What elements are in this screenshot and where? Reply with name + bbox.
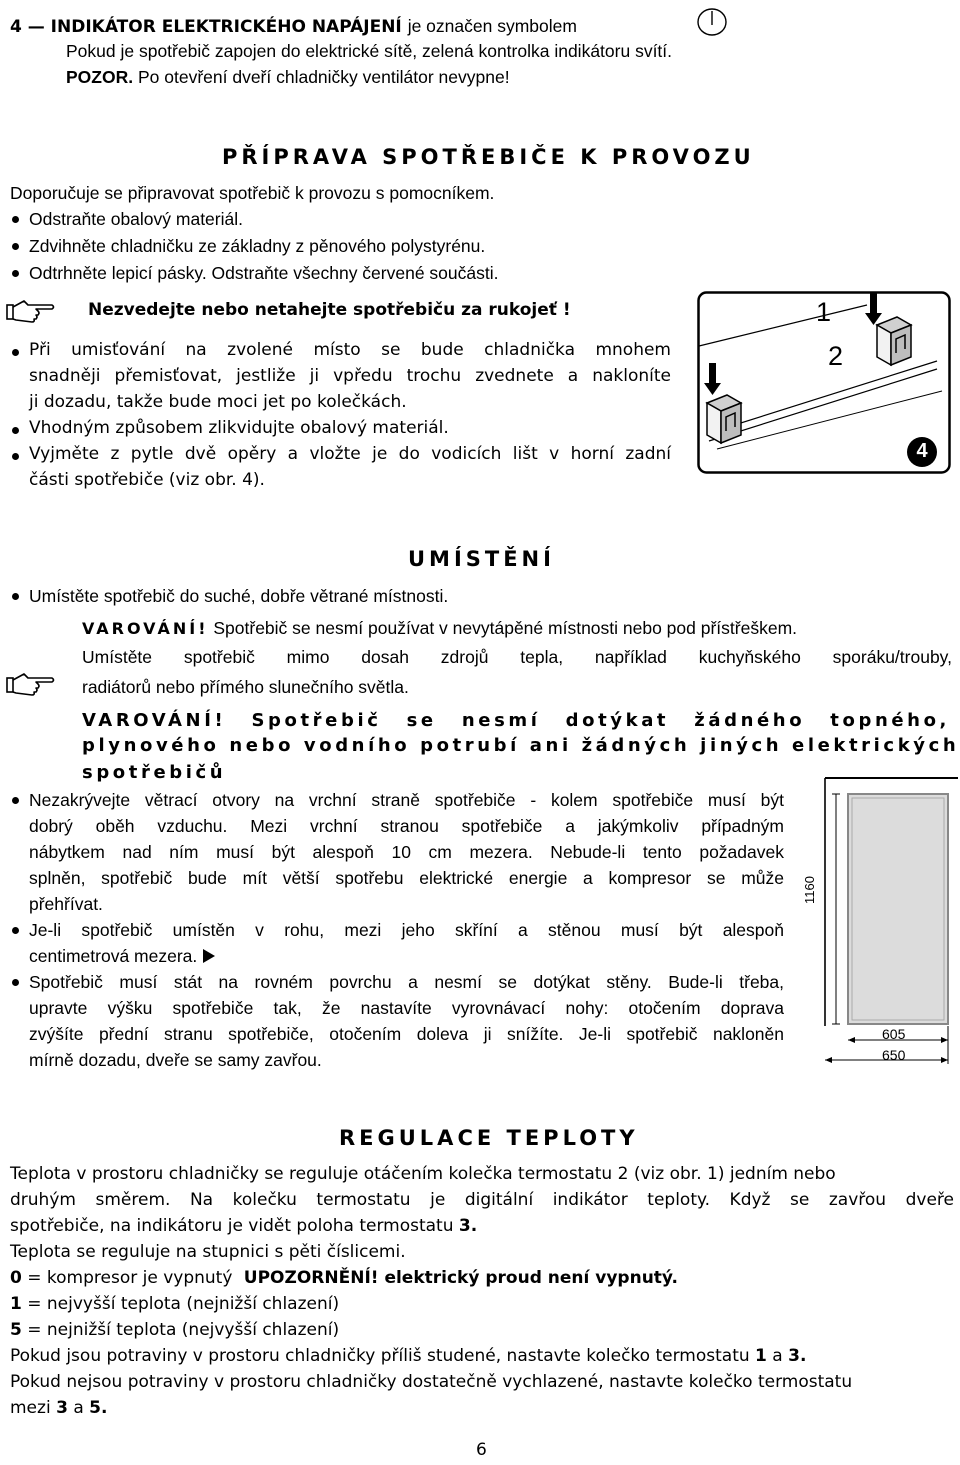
umisteni-bullet-3-line2: centimetrová mezera. [29,944,216,968]
priprava-intro: Doporučuje se připravovat spotřebič k provozu s pomocníkem. [10,183,495,203]
bullet-dot [12,797,19,804]
regulace-line9: Pokud nejsou potraviny v prostoru chladničky dostatečně vychlazené, nastavte kolečko termostatu [10,1372,853,1392]
dimension-figure [800,776,960,1066]
bullet-dot [12,243,19,250]
umisteni-warning-1: VAROVÁNÍ! Spotřebič se nesmí používat v nevytápěné místnosti nebo pod přístřeškem. [82,618,798,638]
regulace-line3: spotřebiče, na indikátoru je vidět poloha termostatu 3. [10,1216,478,1236]
bullet-dot [12,979,19,986]
umisteni-bullet-2-line3: nábytkem nad ním musí být alespoň 10 cm mezera. Nebude-li tento požadavek [29,842,784,862]
bullet-dot [12,270,19,277]
figure-label-1: 1 [816,297,832,327]
umisteni-bullet-2-line2: dobrý oběh vzduchu. Mezi vrchní stranou spotřebiče a jakýmkoliv případným [29,816,784,836]
priprava-bullet-1: Odstraňte obalový materiál. [29,209,243,229]
play-arrow-icon [202,949,216,963]
umisteni-warning-2-line2: plynového nebo vodního potrubí ani žádných jiných elektrických [82,735,960,756]
umisteni-bullet-4-line4: mírně dozadu, dveře se samy zavřou. [29,1050,322,1070]
umisteni-bullet-3-line1: Je-li spotřebič umístěn v rohu, mezi jeho skříní a stěnou musí být alespoň [29,920,784,940]
dimension-width-label-605: 605 [882,1026,906,1042]
indicator-line3: POZOR. Po otevření dveří chladničky ventilátor nevypne! [66,67,510,87]
pointing-hand-icon [6,297,56,325]
umisteni-bullet-2-line1: Nezakrývejte větrací otvory na vrchní straně spotřebiče - kolem spotřebiče musí být [29,790,784,810]
section-heading-regulace: REGULACE TEPLOTY [339,1126,639,1150]
priprava-bullet-5-line2: části spotřebiče (viz obr. 4). [29,470,265,490]
figure-label-2: 2 [828,341,844,371]
regulace-line4: Teplota se reguluje na stupnici s pěti číslicemi. [10,1242,406,1262]
indicator-line2: Pokud je spotřebič zapojen do elektrické sítě, zelená kontrolka indikátoru svítí. [66,41,673,61]
page-number: 6 [476,1440,487,1460]
bullet-dot [12,453,19,460]
figure-4 [697,291,951,474]
bullet-dot [12,216,19,223]
bullet-dot [12,427,19,434]
priprava-bullet-5-line1: Vyjměte z pytle dvě opěry a vložte je do vodicích lišt v horní zadní [29,444,671,464]
umisteni-warning-1-line3: radiátorů nebo přímého slunečního světla. [82,677,409,697]
priprava-bullet-4: Vhodným způsobem zlikvidujte obalový materiál. [29,418,449,438]
umisteni-bullet-4-line3: zvýšíte přední stranu spotřebiče, otočením doleva ji snížíte. Je-li spotřebič nakloněn [29,1024,784,1044]
regulace-row-0: 0 = kompresor je vypnutý UPOZORNĚNÍ! elektrický proud není vypnutý. [10,1268,678,1288]
power-symbol-icon [696,7,728,37]
indicator-title: 4 — INDIKÁTOR ELEKTRICKÉHO NAPÁJENÍ je označen symbolem [10,16,577,37]
regulace-line1: Teplota v prostoru chladničky se reguluje otáčením kolečka termostatu 2 (viz obr. 1) jedním nebo [10,1164,836,1184]
umisteni-bullet-4-line1: Spotřebič musí stát na rovném povrchu a nesmí se dotýkat stěny. Bude-li třeba, [29,972,784,992]
umisteni-warning-2-line3: spotřebičů [82,762,227,783]
section-heading-priprava: PŘÍPRAVA SPOTŘEBIČE K PROVOZU [222,145,755,169]
regulace-line8: Pokud jsou potraviny v prostoru chladničky příliš studené, nastavte kolečko termostatu 1 a 3. [10,1346,807,1366]
bullet-dot [12,349,19,356]
regulace-line10: mezi 3 a 5. [10,1398,108,1418]
priprava-para-line3: ji dozadu, takže bude moci jet po kolečkách. [29,392,407,412]
umisteni-warning-1-line2: Umístěte spotřebič mimo dosah zdrojů tepla, například kuchyňského sporáku/trouby, [82,647,952,667]
regulace-line2: druhým směrem. Na kolečku termostatu je digitální indikátor teploty. Když se zavřou dveře [10,1190,954,1210]
regulace-row-1: 1 = nejvyšší teplota (nejnižší chlazení) [10,1294,340,1314]
umisteni-warning-2-line1: VAROVÁNÍ! Spotřebič se nesmí dotýkat žádného topného, [82,710,950,731]
priprava-para-line2: snadněji přemisťovat, jestliže ji vpředu trochu zvednete a nakloníte [29,366,671,386]
section-heading-umisteni: UMÍSTĚNÍ [408,547,555,571]
bullet-dot [12,927,19,934]
priprava-note: Nezvedejte nebo netahejte spotřebiču za rukojeť ! [88,300,571,320]
priprava-bullet-3: Odtrhněte lepicí pásky. Odstraňte všechny červené součásti. [29,263,499,283]
regulace-row-5: 5 = nejnižší teplota (nejvyšší chlazení) [10,1320,340,1340]
umisteni-bullet-1: Umístěte spotřebič do suché, dobře větrané místnosti. [29,586,449,606]
priprava-para-line1: Při umisťování na zvolené místo se bude chladnička mnohem [29,340,671,360]
figure-badge-4: 4 [916,440,928,462]
umisteni-bullet-2-line5: přehřívat. [29,894,103,914]
priprava-bullet-2: Zdvihněte chladničku ze základny z pěnového polystyrénu. [29,236,486,256]
pointing-hand-icon [6,670,56,698]
dimension-width-label-650: 650 [882,1047,906,1063]
umisteni-bullet-4-line2: upravte výšku spotřebiče tak, že nastavíte vyrovnávací nohy: otočením doprava [29,998,784,1018]
dimension-height-label: 1160 [802,876,817,904]
bullet-dot [12,593,19,600]
umisteni-bullet-2-line4: splněn, spotřebič bude mít větší spotřebu elektrické energie a kompresor se může [29,868,784,888]
